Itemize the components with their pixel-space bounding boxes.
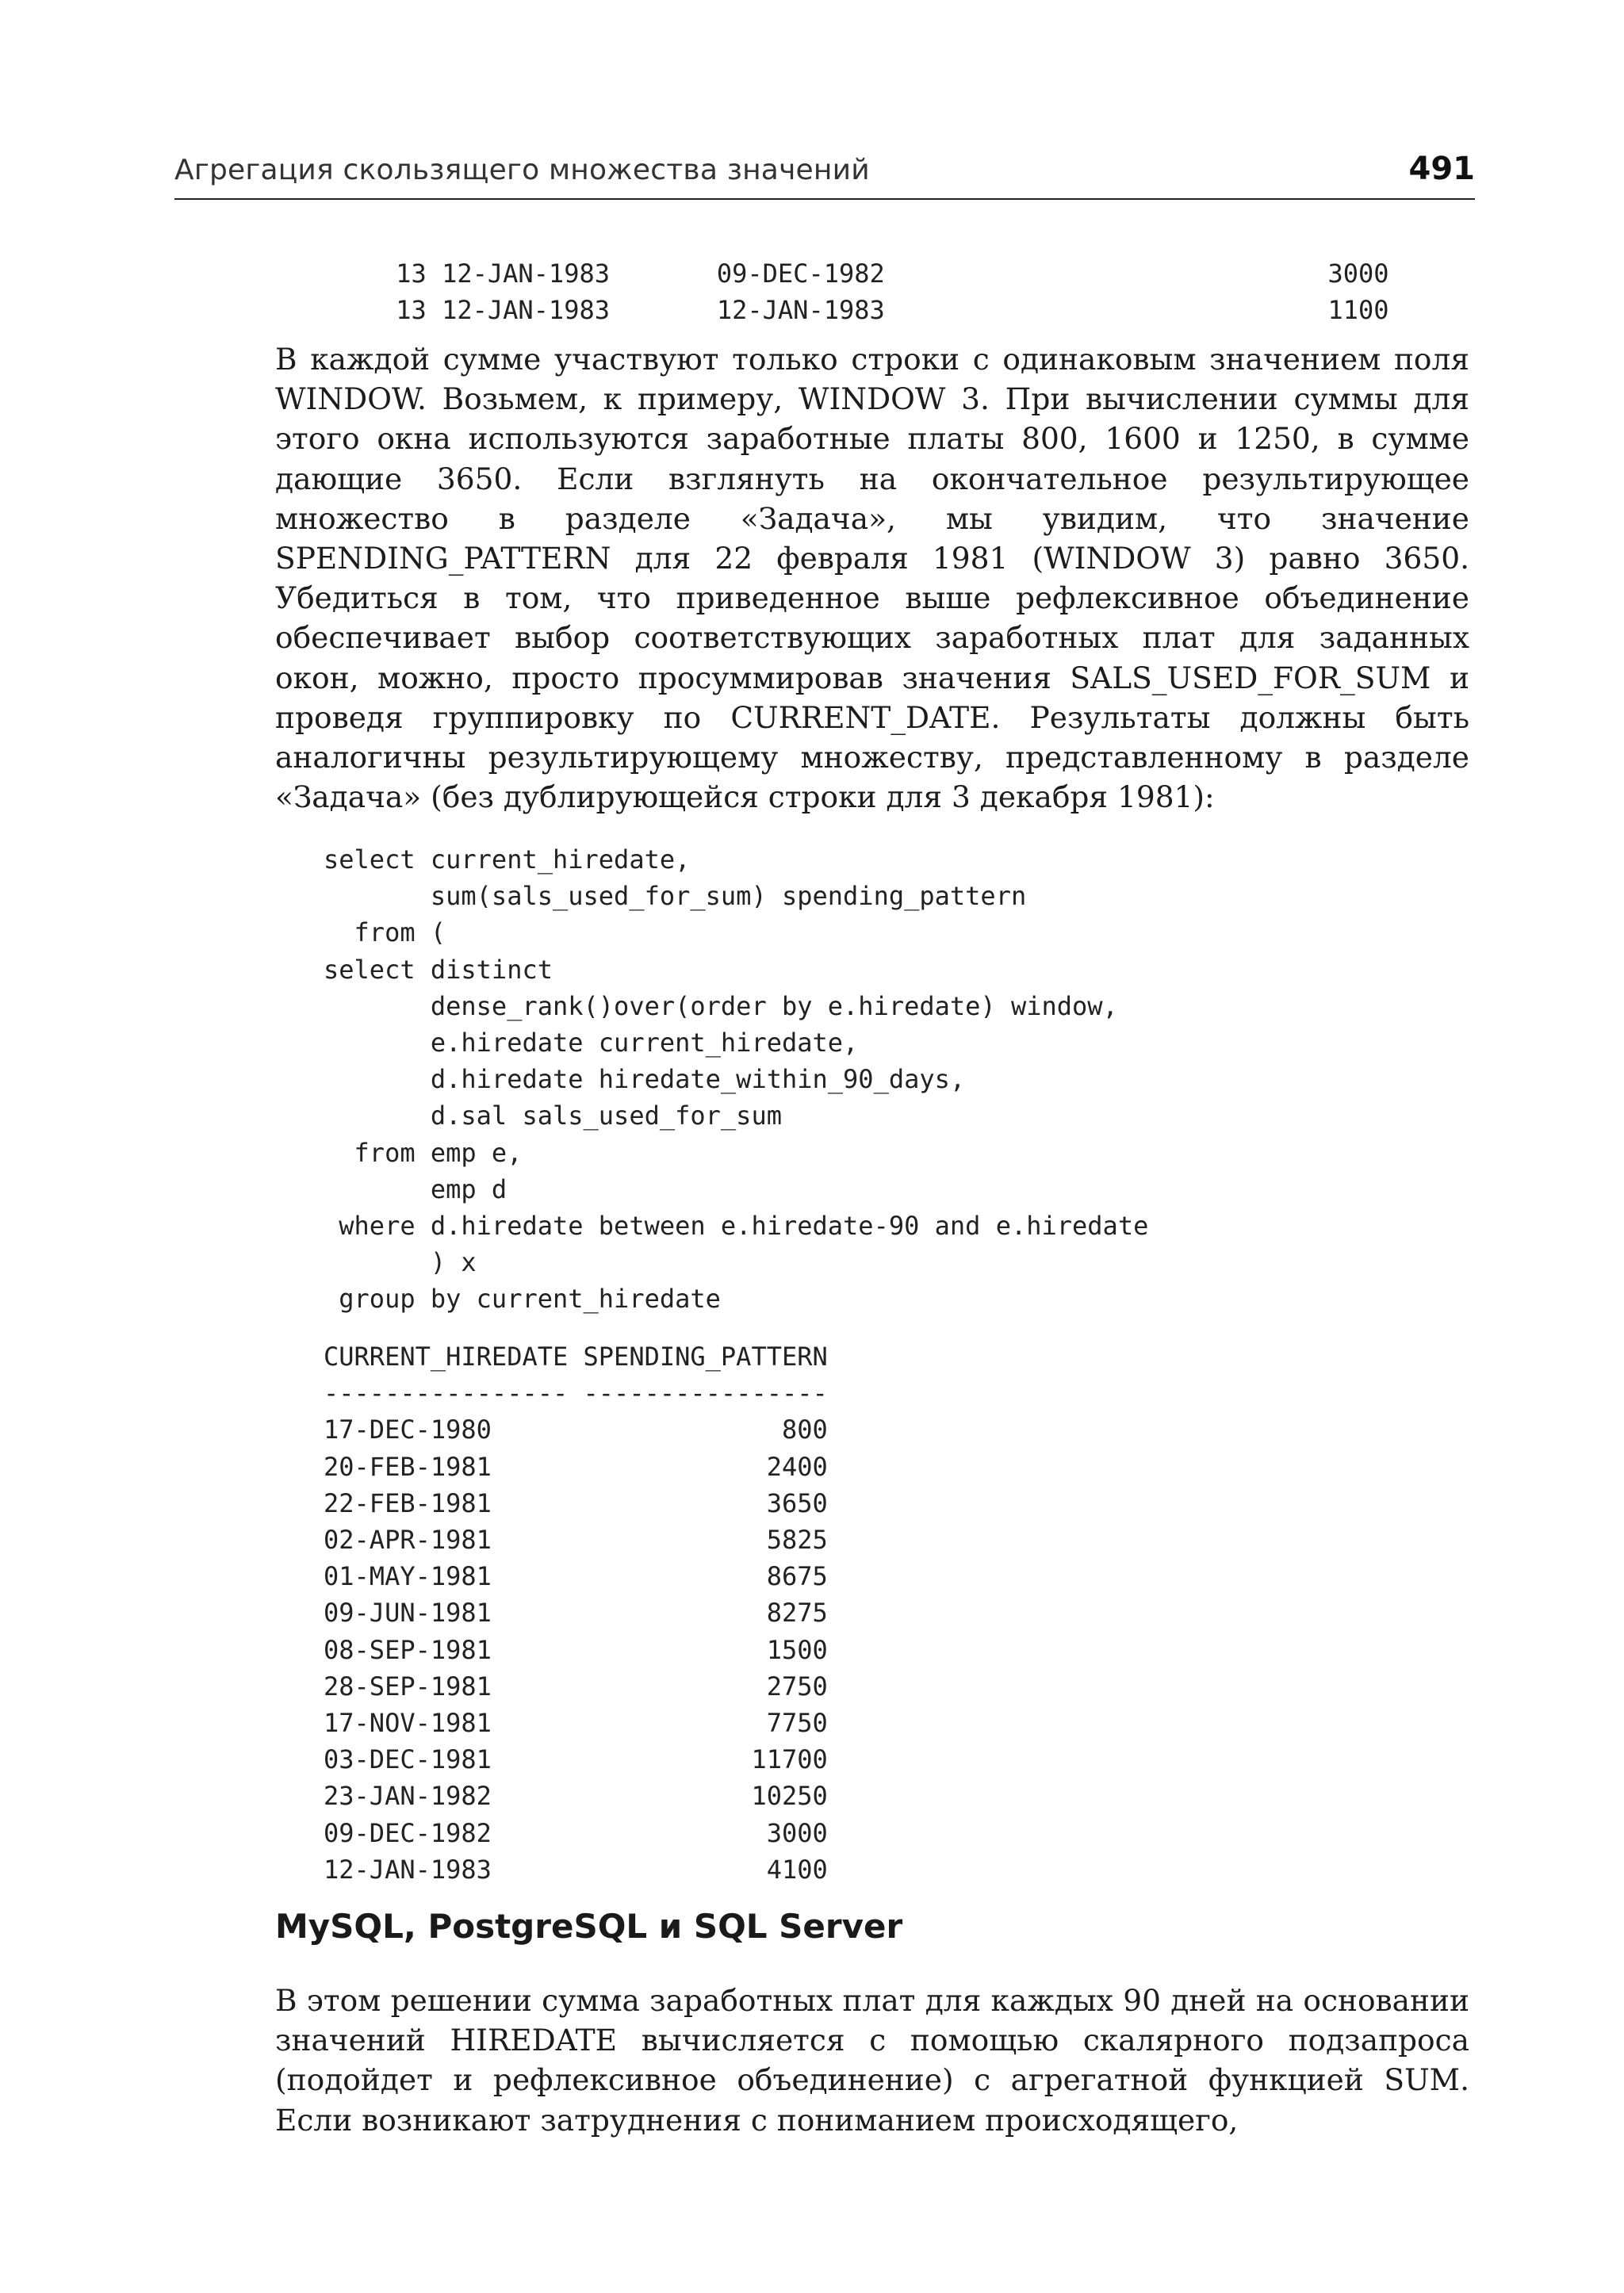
header-rule (174, 198, 1475, 200)
result-set-listing: CURRENT_HIREDATE SPENDING_PATTERN ---------------- ---------------- 17-DEC-1980 800 20-FEB-1981 2400 22-FEB-1981 3650 02-APR-1981 5825 01-MAY-1981 8675 09-JUN-1981 8275 08-SEP-1981 1500 28-SEP-1981 2750 17-NOV-1981 7750 03-DEC-1981 11700 23-JAN-1982 10250 09-DEC-1982 3000 12-JAN-1983 4100 (324, 1342, 828, 1885)
page-number: 491 (1408, 151, 1475, 187)
section-heading: MySQL, PostgreSQL и SQL Server (275, 1907, 903, 1946)
body-paragraph: В этом решении сумма заработных плат для каждых 90 дней на основании значений HIREDATE вычисляется с помощью скалярного подзапроса (подойдет и рефлексивное объединение) с агрегатной функцией SUM. Если возникают затруднения с пониманием происходящего, (275, 1983, 1469, 2138)
listing-continuation: 13 12-JAN-1983 09-DEC-1982 3000 13 12-JAN-1983 12-JAN-1983 1100 (396, 258, 1389, 325)
running-head (174, 151, 1475, 198)
sql-code-block: select current_hiredate, sum(sals_used_for_sum) spending_pattern from ( select distinct dense_rank()over(order by e.hiredate) window, e.hiredate current_hiredate, d.hiredate hiredate_within_90_days, d.sal sals_used_for_sum from emp e, emp d where d.hiredate between e.hiredate-90 and e.hiredate ) x group by current_hiredate (324, 844, 1149, 1315)
running-title: Агрегация скользящего множества значений (174, 154, 870, 186)
body-paragraph: В каждой сумме участвуют только строки с одинаковым значением поля WINDOW. Возьмем, к примеру, WINDOW 3. При вычислении суммы для этого окна используются заработные платы 800, 1600 и 1250, в сумме дающие 3650. Если взглянуть на окончательное результирующее множество в разделе «Задача», мы увидим, что значение SPENDING_PATTERN для 22 февраля 1981 (WINDOW 3) равно 3650. Убедиться в том, что приведенное выше рефлексивное объединение обеспечивает выбор соответствующих заработных плат для заданных окон, можно, просто просуммировав значения SALS_USED_FOR_SUM и проведя группировку по CURRENT_DATE. Результаты должны быть аналогичны результирующему множеству, представленному в разделе «Задача» (без дублирующейся строки для 3 декабря 1981): (275, 342, 1469, 815)
